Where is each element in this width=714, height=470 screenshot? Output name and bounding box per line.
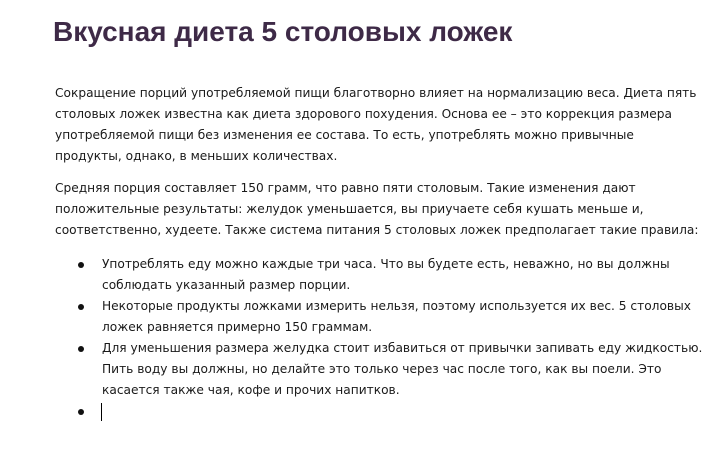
paragraph-line: продукты, однако, в меньших количествах.: [55, 149, 338, 163]
bullet-item-empty[interactable]: [0, 401, 714, 422]
text-cursor: [101, 403, 102, 421]
paragraph-intro: [55, 83, 697, 167]
bullet-dot-icon: [78, 304, 84, 310]
paragraph-line: Средняя порция составляет 150 грамм, что равно пяти столовым. Такие изменения дают: [55, 181, 636, 195]
paragraph-portion: [55, 178, 699, 241]
bullet-text: [102, 296, 692, 338]
bullet-item: [0, 296, 714, 338]
document-title: Вкусная диета 5 столовых ложек: [53, 16, 513, 47]
bullet-dot-icon: [78, 262, 84, 268]
bullet-dot-icon: [78, 346, 84, 352]
bullet-line: Для уменьшения размера желудка стоит избавиться от привычки запивать еду жидкостью.: [102, 341, 703, 355]
bullet-text: [102, 254, 692, 296]
bullet-line: Пить воду вы должны, но делайте это только через час после того, как вы поели. Это: [102, 362, 662, 376]
paragraph-line: употребляемой пищи без изменения ее состава. То есть, употреблять можно привычные: [55, 128, 634, 142]
rules-bullet-list: [0, 254, 714, 422]
bullet-item: [0, 254, 714, 296]
bullet-line: касается также чая, кофе и прочих напитков.: [102, 383, 400, 397]
bullet-item: [0, 338, 714, 401]
paragraph-line: положительные результаты: желудок уменьшается, вы приучаете себя кушать меньше и,: [55, 202, 644, 216]
bullet-line: соблюдать указанный размер порции.: [102, 278, 351, 292]
paragraph-line: столовых ложек известна как диета здорового похудения. Основа ее – это коррекция размера: [55, 107, 672, 121]
bullet-line: Употреблять еду можно каждые три часа. Что вы будете есть, неважно, но вы должны: [102, 257, 670, 271]
bullet-line: Некоторые продукты ложками измерить нельзя, поэтому используется их вес. 5 столовых: [102, 299, 691, 313]
paragraph-line: Сокращение порций употребляемой пищи благотворно влияет на нормализацию веса. Диета пять: [55, 86, 697, 100]
bullet-text: [102, 338, 703, 401]
paragraph-line: соответственно, худеете. Также система питания 5 столовых ложек предполагает такие правила:: [55, 223, 699, 237]
bullet-dot-icon: [78, 409, 84, 415]
bullet-line: ложек равняется примерно 150 граммам.: [102, 320, 373, 334]
